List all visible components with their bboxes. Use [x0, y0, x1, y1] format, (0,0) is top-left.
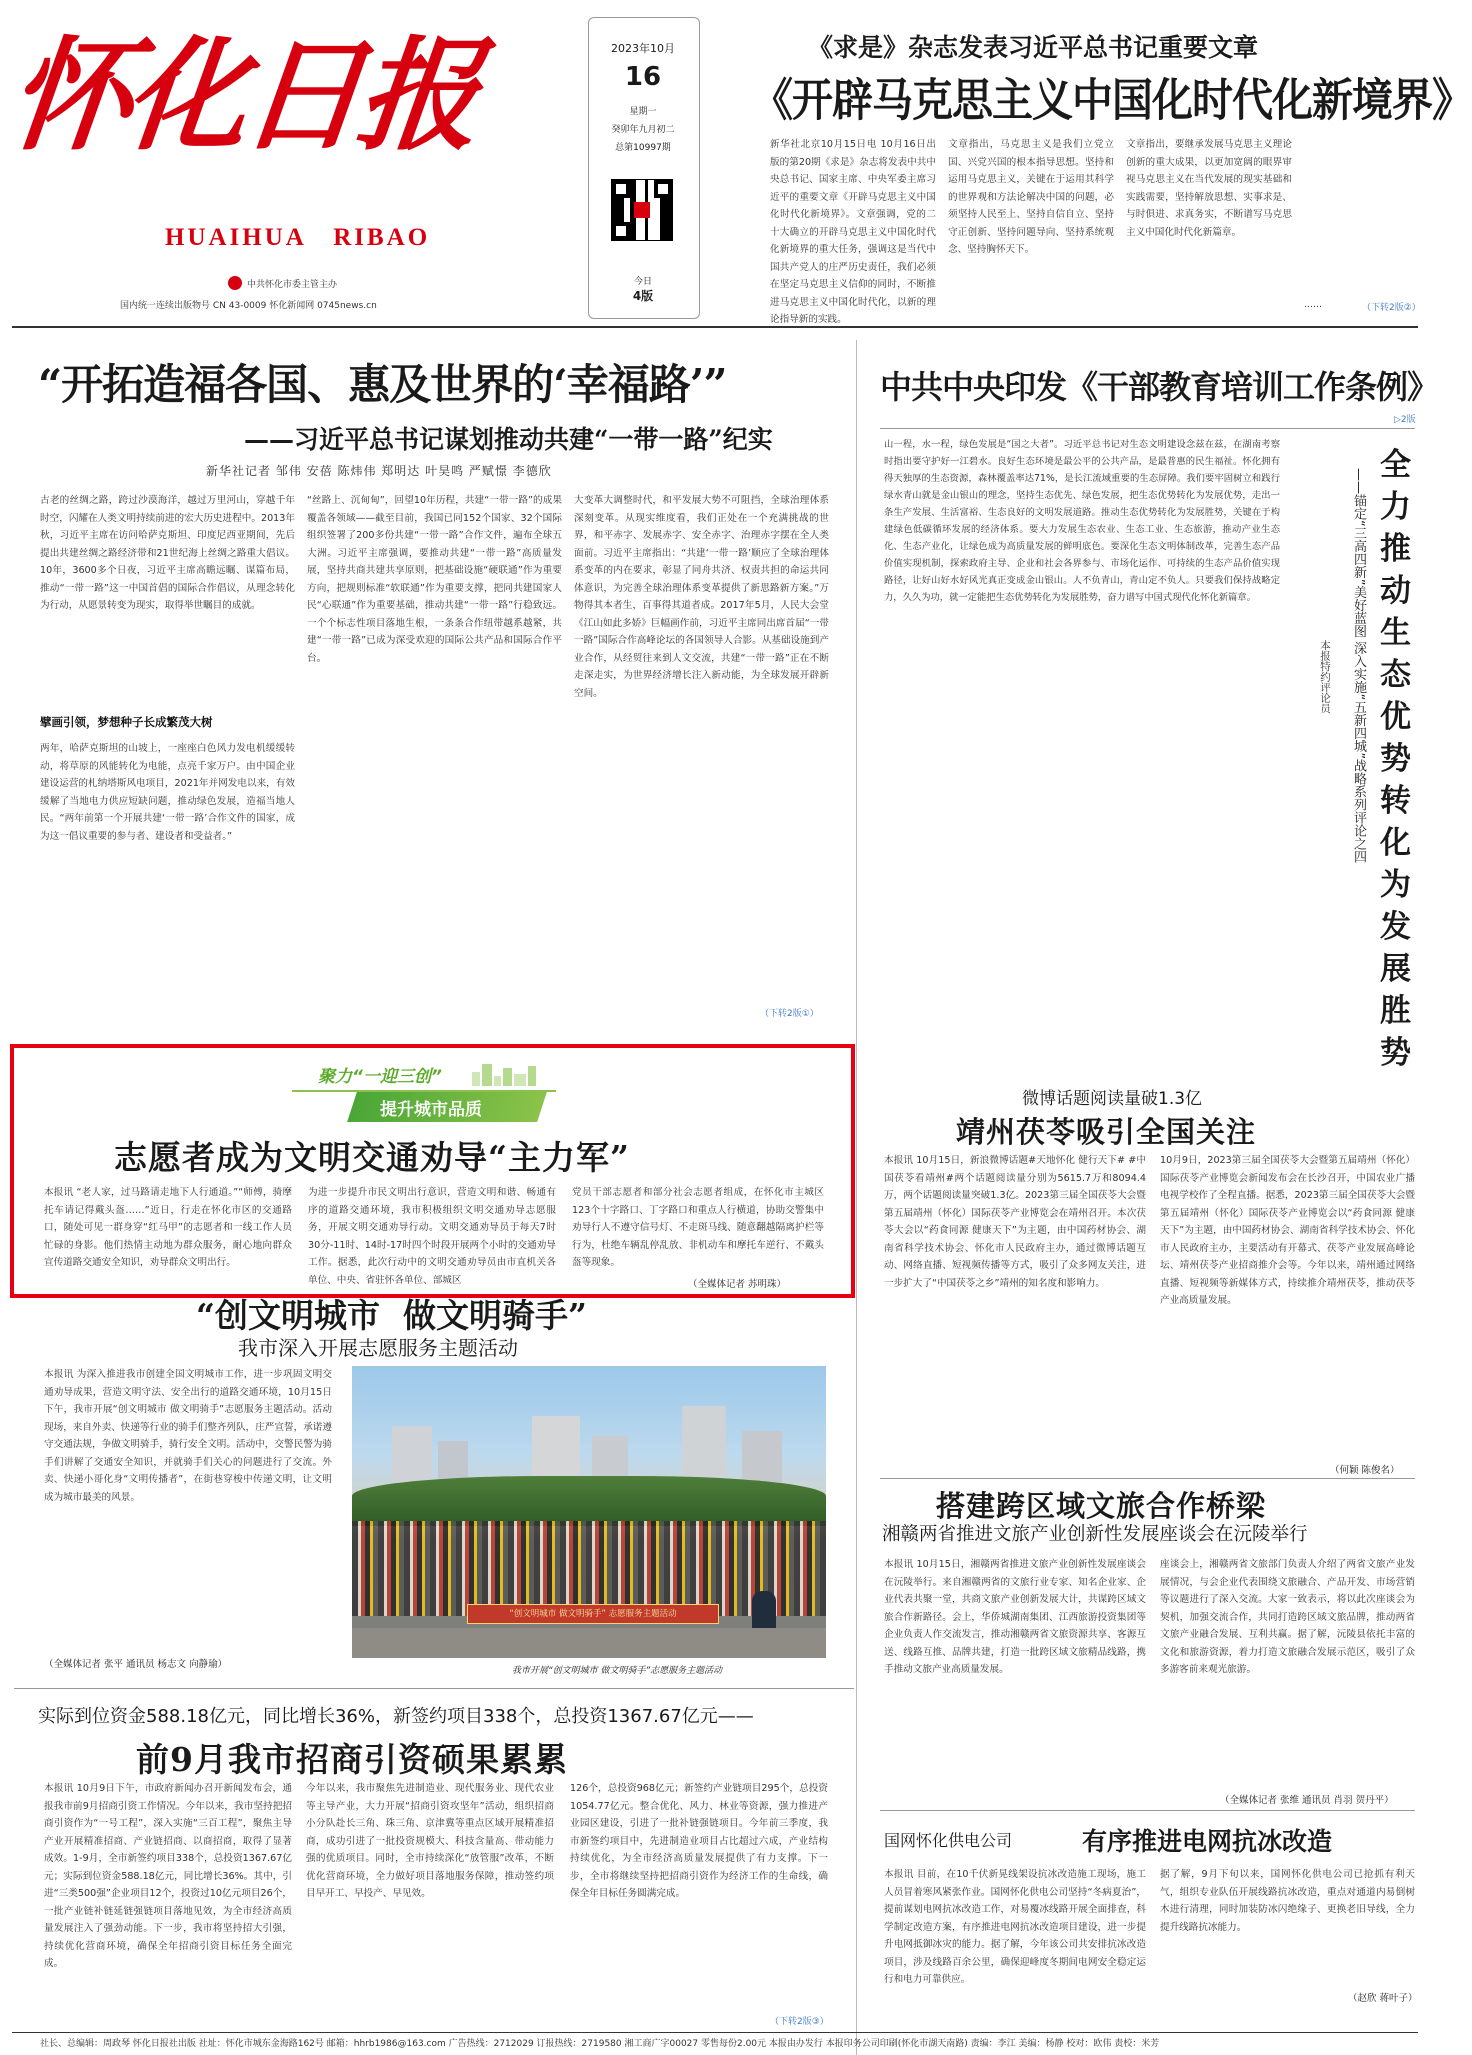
photo-ground [352, 1628, 826, 1658]
tourism-subtitle: 湘赣两省推进文旅产业创新性发展座谈会在沅陵举行 [882, 1524, 1308, 1545]
tourism-body-col1: 本报讯 10月15日，湘赣两省推进文旅产业创新性发展座谈会在沅陵举行。来自湘赣两省的文旅行业专家、知名企业家、企业代表共聚一堂，共商文旅产业创新发展大计，共谋跨区域文旅合作新路径。会上，华侨城湖南集团、江西旅游投资集团等企业负责人作交流发言，推动湘赣两省文旅资源共享、客源互送、线路互推、品牌共建，打造一批跨区域文旅精品线路，携手推动文旅产业高质量发展。 [884, 1559, 1146, 1675]
main-story-col1: 古老的丝绸之路，跨过沙漠海洋，越过万里河山，穿越千年时空，闪耀在人类文明持续前进的宏大历史进程中。2013年秋，习近平主席在访问哈萨克斯坦、印度尼西亚期间，先后提出共建丝绸之路经济带和21世纪海上丝绸之路重大倡议。10年，3600多个日夜，习近平主席高瞻远瞩、谋篇布局，推动“一带一路”这一中国首倡的国际合作倡议，从理念转化为行动，从愿景转变为现实，取得举世瞩目的成就。 [40, 495, 295, 611]
lead-continue-spacer: …… [1304, 300, 1322, 310]
investment-kicker: 实际到位资金588.18亿元，同比增长36%，新签约项目338个，总投资1367.67亿元—— [38, 1706, 754, 1727]
main-story-col1b: 两年，哈萨克斯坦的山坡上，一座座白色风力发电机缓缓转动，将草原的风能转化为电能，点亮千家万户。由中国企业建设运营的札纳塔斯风电项目，2021年并网发电以来，有效缓解了当地电力供应短缺问题，推动绿色发展，造福当地人民。“两年前第一个开展共建‘一带一路’合作文件的国家，成为这一倡议重要的参与者、建设者和受益者。” [40, 743, 295, 842]
volunteer-ribbon-label: 提升城市品质 [380, 1100, 482, 1120]
publisher: 中共怀化市委主管主办 [247, 279, 338, 290]
lead-title[interactable]: 《开辟马克思主义中国化时代化新境界》 [752, 73, 1472, 127]
investment-title[interactable]: 前9月我市招商引资硕果累累 [136, 1740, 568, 1779]
investment-continue-link[interactable]: （下转2版③） [770, 2017, 829, 2027]
serial-number: 总第10997期 [615, 143, 671, 153]
main-story-col2: “丝路上、沉甸甸”，回望10年历程，共建“一带一路”的成果覆盖各领域——截至目前，我国已同152个国家、32个国际组织签署了200多份共建“一带一路”合作文件，遍布全球五大洲。习近平主席强调，要推动共建“一带一路”高质量发展，坚持共商共建共享原则，把基础设施“硬联通”作为重要方向，把规则标准“软联通”作为重要支撑，把同共建国家人民“心联通”作为重要基础，推动共建“一带一路”行稳致远。一个个标志性项目落地生根，一条条合作纽带越系越紧，共建“一带一路”已成为深受欢迎的国际公共产品和国际合作平台。 [307, 495, 562, 664]
lead-body-col3: 文章指出，要继承发展马克思主义理论创新的重大成果，以更加宽阔的眼界审视马克思主义在当代发展的现实基础和实践需要，坚持解放思想、实事求是、与时俱进、求真务实，不断谱写马克思主义中国化时代化新篇章。 [1126, 139, 1292, 238]
tourism-title[interactable]: 搭建跨区域文旅合作桥梁 [936, 1489, 1267, 1523]
today-label: 今日 [633, 277, 652, 287]
page-count: 4版 [632, 289, 654, 303]
tourism-body-col2: 座谈会上，湘赣两省文旅部门负责人介绍了两省文旅产业发展情况，与会企业代表围绕文旅融合、产品开发、市场营销等议题进行了深入交流。大家一致表示，将以此次座谈会为契机，加强交流合作，共同打造跨区域文旅品牌，推动两省文旅产业融合发展、互利共赢。据了解，沅陵县依托丰富的文化和旅游资源，着力打造文旅融合发展示范区，吸引了众多游客前来观光旅游。 [1160, 1559, 1415, 1675]
party-emblem-icon [228, 276, 242, 290]
masthead-logo [2, 20, 580, 175]
grid-kicker: 国网怀化供电公司 [884, 1831, 1013, 1850]
weibo-title[interactable]: 靖州茯苓吸引全国关注 [956, 1115, 1257, 1149]
investment-body-col2: 今年以来，我市聚焦先进制造业、现代服务业、现代农业等主导产业，大力开展“招商引资攻坚年”活动，组织招商小分队赴长三角、珠三角、京津冀等重点区域开展精准招商，成功引进了一批投资规模大、科技含量高、带动能力强的优质项目。同时，全市持续深化“放管服”改革，不断优化营商环境，全力做好项目落地服务保障，推动签约项目早开工、早投产、早见效。 [306, 1783, 554, 1899]
weekday: 星期一 [629, 107, 657, 117]
masthead-divider [12, 326, 1418, 328]
lead-kicker: 《求是》杂志发表习近平总书记重要文章 [808, 33, 1259, 62]
footer-info: 社长、总编辑：周政琴 怀化日报社出版 社址：怀化市城东金海路162号 邮箱：hhrb1986@163.com 广告热线：2712029 订报热线：2719580 湘工商广字00027 零售每份2.00元 本报由办发行 本报印务公司印刷(怀化市湖天南路) 责编：李江 美编：杨静 校对：欧伟 责校：米芳 [40, 2039, 1160, 2049]
issue-day: 16 [624, 62, 662, 92]
volunteer-title[interactable]: 志愿者成为文明交通劝导“主力军” [114, 1138, 630, 1177]
volunteer-body-col2: 为进一步提升市民文明出行意识，营造文明和谐、畅通有序的道路交通环境，我市积极组织文明交通劝导志愿服务，开展文明交通劝导行动。文明交通劝导员于每天7时30分-11时、14时-17时四个时段开展两个小时的交通劝导工作。据悉，此次行动中的文明交通劝导员由市直机关各单位、中央、省驻怀各单位、部城区 [308, 1187, 556, 1286]
riders-divider [14, 1688, 854, 1689]
riders-credit: （全媒体记者 张平 通讯员 杨志文 向静瑜） [44, 1659, 228, 1670]
commentary-subtitle: ——锚定“三高四新”美好蓝图 深入实施“五新四城”战略系列评论之四 [1351, 468, 1366, 864]
commentary-body: 山一程，水一程，绿色发展是“国之大者”。习近平总书记对生态文明建设念兹在兹，在湖南考察时指出要守护好一江碧水。良好生态环境是最公平的公共产品，是最普惠的民生福祉。怀化拥有得天独厚的生态资源，森林覆盖率达71%，是长江流域重要的生态屏障。我们要牢固树立和践行绿水青山就是金山银山的理念，坚持生态优先、绿色发展，把生态优势转化为发展优势，走出一条生产发展、生活富裕、生态良好的文明发展道路。推动生态优势转化为发展胜势，关键在于构建绿色低碳循环发展的经济体系。要大力发展生态农业、生态工业、生态旅游，推动产业生态化、生态产业化，让绿色成为高质量发展的鲜明底色。要深化生态文明体制改革，完善生态产品价值实现机制，探索政府主导、企业和社会各界参与、市场化运作、可持续的生态产品价值实现路径，让好山好水好风光真正变成金山银山。人不负青山，青山定不负人。只要我们保持战略定力，久久为功，就一定能把生态优势转化为发展胜势，奋力谱写中国式现代化怀化新篇章。 [884, 439, 1280, 603]
footer-rule [12, 2032, 1418, 2033]
cadre-story-title[interactable]: 中共中央印发《干部教育培训工作条例》 [880, 368, 1439, 406]
riders-subtitle: 我市深入开展志愿服务主题活动 [238, 1336, 518, 1360]
lunar-date: 癸卯年九月初二 [611, 125, 675, 135]
main-story-continue-link[interactable]: （下转2版①） [760, 1009, 819, 1019]
grid-body-col1: 本报讯 目前，在10千伏新晃线架设抗冰改造施工现场，施工人员冒着寒风紧张作业。国网怀化供电公司坚持“冬病夏治”，提前谋划电网抗冰改造工作，对易覆冰线路开展全面排查，科学制定改造方案，有序推进电网抗冰改造项目建设，进一步提升电网抵御冰灾的能力。据了解，今年该公司共安排抗冰改造项目，涉及线路百余公里，确保迎峰度冬期间电网安全稳定运行和电力可靠供应。 [884, 1869, 1146, 1985]
column-divider [856, 340, 857, 2055]
riders-photo-caption: 我市开展“创文明城市 做文明骑手”志愿服务主题活动 [512, 1666, 723, 1676]
cadre-divider [880, 428, 1415, 429]
publisher-line [228, 276, 337, 290]
investment-body-col3: 126个，总投资968亿元；新签约产业链项目295个，总投资1054.77亿元。整合优化、风力、林业等资源，强力推进产业园区建设，引进了一批补链强链项目。今年前三季度，我市新签约项目中，先进制造业项目占比超过六成，产业结构持续优化，为全市经济高质量发展提供了有力支撑。下一步，全市将继续坚持把招商引资作为经济工作的生命线，确保全年目标任务圆满完成。 [570, 1783, 828, 1899]
main-story-col3: 大变革大调整时代，和平发展大势不可阻挡，全球治理体系深刻变革。从现实维度看，我们正处在一个充满挑战的世界，和平赤字、发展赤字、安全赤字、治理赤字摆在全人类面前。习近平主席指出：“共建‘一带一路’顺应了全球治理体系变革的内在要求，彰显了同舟共济、权责共担的命运共同体意识，为完善全球治理体系变革提供了新思路新方案。”万物得其本者生，百事得其道者成。2017年5月，人民大会堂《江山如此多娇》巨幅画作前，习近平主席同出席首届“一带一路”国际合作高峰论坛的各国领导人合影。从基础设施到产业合作，从经贸往来到人文交流，共建“一带一路”正在不断走深走实，为世界经济增长注入新动能，为全球发展开辟新空间。 [574, 495, 829, 699]
main-story-section-head: 擘画引领，梦想种子长成繁茂大树 [40, 715, 213, 729]
photo-trees [352, 1476, 826, 1526]
weibo-divider [880, 1478, 1415, 1479]
weibo-credit: （何颖 陈俊名） [1330, 1465, 1400, 1476]
weibo-body-col2: 10月9日，2023第三届全国茯苓大会暨第五届靖州（怀化）国际茯苓产业博览会新闻发布会在长沙召开，中国农业广播电视学校作了全程直播。据悉，2023第三届全国茯苓大会暨第五届靖州（怀化）国际茯苓产业博览会以“药食同源 健康天下”为主题，由中国药材协会、湖南省科学技术协会、怀化市人民政府主办，主要活动有开幕式、茯苓产业发展高峰论坛、靖州茯苓产业招商推介会等。今年以来，靖州通过网络直播、短视频等新媒体方式，持续推介靖州茯苓，推动茯苓产业高质量发展。 [1160, 1155, 1415, 1306]
photo-banner [467, 1604, 719, 1624]
weibo-body-col1: 本报讯 10月15日，新浪微博话题#天地怀化 健行天下# #中国茯苓看靖州#两个话题阅读量分别为5615.7万和8094.4万，两个话题阅读量突破1.3亿。2023第三届全国茯苓大会暨第五届靖州（怀化）国际茯苓产业博览会在靖州召开。本次茯苓大会以“药食同源 健康天下”为主题，由中国药材协会、湖南省科学技术协会、怀化市人民政府主办，通过微博话题互动、网络直播、短视频传播等方式，吸引了众多网友关注，进一步扩大了“中国茯苓之乡”靖州的知名度和影响力。 [884, 1155, 1146, 1289]
grid-body-col2: 据了解，9月下旬以来，国网怀化供电公司已抢抓有利天气，组织专业队伍开展线路抗冰改造，重点对通道内易倒树木进行清理，同时加装防冰闪绝缘子、更换老旧导线，全力提升线路抗冰能力。 [1160, 1869, 1415, 1933]
masthead-pinyin: HUAIHUA RIBAO [165, 224, 431, 251]
investment-body-col1: 本报讯 10月9日下午，市政府新闻办召开新闻发布会，通报我市前9月招商引资工作情况。今年以来，我市坚持把招商引资作为“一号工程”，深入实施“三百工程”，聚焦主导产业开展精准招商、产业链招商、以商招商，取得了显著成效。1-9月，全市新签约项目338个，总投资1367.67亿元；实际到位资金588.18亿元，同比增长36%。其中，引进“三类500强”企业项目12个，投资过10亿元项目26个，一批产业链补链延链强链项目落地见效，为全市经济高质量发展注入了强劲动能。下一步，我市将坚持招大引强，持续优化营商环境，确保全年招商引资目标任务全面完成。 [44, 1783, 292, 1969]
cadre-story-link[interactable]: ▷2版 [1394, 415, 1416, 425]
publication-code: 国内统一连续出版物号 CN 43-0009 怀化新闻网 0745news.cn [120, 301, 377, 311]
volunteer-credit: （全媒体记者 苏明珠） [688, 1279, 787, 1290]
masthead-name: 怀化日报 [2, 23, 482, 167]
tourism-divider [880, 1810, 1415, 1811]
lead-body-col2: 文章指出，马克思主义是我们立党立国、兴党兴国的根本指导思想。坚持和运用马克思主义，关键在于运用其科学的世界观和方法论解决中国的问题，必须坚持人民至上、坚持自信自立、坚持守正创新、坚持问题导向、坚持系统观念、坚持胸怀天下。 [948, 139, 1114, 255]
riders-title[interactable]: “创文明城市 做文明骑手” [196, 1296, 587, 1335]
lead-body-col1: 新华社北京10月15日电 10月16日出版的第20期《求是》杂志将发表中共中央总书记、国家主席、中央军委主席习近平的重要文章《开辟马克思主义中国化时代化新境界》。文章强调，党的二十大确立的开辟马克思主义中国化时代化新境界的重大任务，强调这是当代中国共产党人的庄严历史责任，我们必须在坚定马克思主义信仰的同时，不断推进马克思主义中国化时代化，以新的理论指导新的实践。 [770, 139, 936, 325]
commentary-title[interactable]: 全力推动生态优势转化为发展胜势 [1380, 447, 1411, 1071]
riders-body: 本报讯 为深入推进我市创建全国文明城市工作，进一步巩固文明交通劝导成果，营造文明守法、安全出行的道路交通环境，10月15日下午，我市开展“创文明城市 做文明骑手”志愿服务主题活动。活动现场，来自外卖、快递等行业的骑手们整齐列队，庄严宣誓，承诺遵守交通法规，争做文明骑手，骑行安全文明。活动中，交警民警为骑手们讲解了交通安全知识，并就骑手们关心的问题进行了交流。外卖、快递小哥化身“文明传播者”，在街巷穿梭中传递文明，让文明成为城市最美的风景。 [44, 1369, 332, 1503]
grid-credit: （赵欣 蒋叶子） [1348, 1993, 1418, 2004]
lead-continue-link[interactable]: （下转2版②） [1362, 303, 1421, 313]
qr-code[interactable] [612, 180, 672, 240]
riders-photo[interactable] [352, 1366, 826, 1658]
volunteer-body-col3: 党员干部志愿者和部分社会志愿者组成，在怀化市主城区123个十字路口、丁字路口和重点人行横道，协助交警集中劝导行人不遵守信号灯、不走斑马线、随意翻越隔离护栏等行为，杜绝车辆乱停乱放、非机动车和摩托车逆行、不戴头盔等现象。 [572, 1187, 824, 1268]
volunteer-body-col1: 本报讯 “老人家，过马路请走地下人行通道。”“师傅，骑摩托车请记得戴头盔……”近日，行走在怀化市区的交通路口，随处可见一群身穿“红马甲”的志愿者和一线工作人员忙碌的身影。他们热情主动地为群众服务，耐心地向群众宣传道路交通安全知识，劝导群众文明出行。 [44, 1187, 292, 1268]
issue-date: 2023年10月 [611, 42, 675, 55]
tourism-credit: （全媒体记者 张维 通讯员 肖羽 贺丹平） [1220, 1795, 1394, 1806]
city-skyline-icon [472, 1064, 542, 1086]
volunteer-badge: 聚力“一迎三创” [318, 1067, 442, 1087]
photo-banner-text: “创文明城市 做文明骑手” 志愿服务主题活动 [509, 1609, 677, 1619]
grid-title[interactable]: 有序推进电网抗冰改造 [1082, 1827, 1333, 1856]
main-story-title[interactable]: “开拓造福各国、惠及世界的‘幸福路’” [38, 360, 727, 409]
main-story-subtitle: ——习近平总书记谋划推动共建“一带一路”纪实 [244, 425, 773, 454]
weibo-kicker: 微博话题阅读量破1.3亿 [1022, 1089, 1203, 1109]
main-story-byline: 新华社记者 邹伟 安蓓 陈炜伟 郑明达 叶昊鸣 严赋憬 李德欣 [206, 464, 552, 478]
commentary-author: 本报特约评论员 [1319, 640, 1331, 714]
